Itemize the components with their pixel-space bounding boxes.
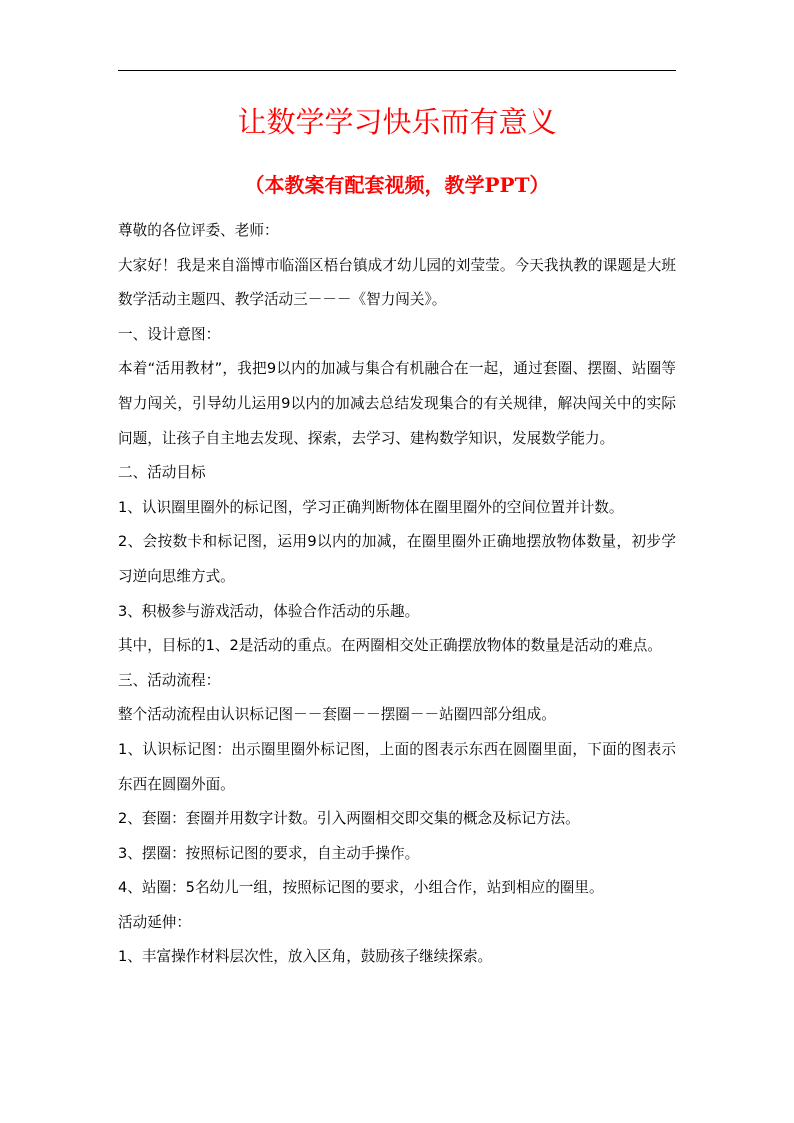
greeting: 尊敬的各位评委、老师： bbox=[118, 222, 279, 239]
extension-item-1: 1、丰富操作材料层次性，放入区角，鼓励孩子继续探索。 bbox=[118, 948, 493, 966]
goal-item-2: 2、会按数卡和标记图，运用9以内的加减，在圈里圈外正确地摆放物体数量，初步学习逆向思维方式。 bbox=[118, 533, 676, 585]
flow-item-1: 1、认识标记图：出示圈里圈外标记图，上面的图表示东西在圆圈里面，下面的图表示东西在圆圈外面。 bbox=[118, 740, 676, 793]
document-subtitle: （本教案有配套视频，教学PPT） bbox=[244, 173, 550, 197]
section-heading-design-intent: 一、设计意图： bbox=[118, 325, 221, 343]
flow-item-4: 4、站圈：5名幼儿一组，按照标记图的要求，小组合作，站到相应的圈里。 bbox=[118, 879, 604, 897]
document-body bbox=[118, 214, 676, 975]
design-intent-paragraph: 本着“活用教材”，我把9以内的加减与集合有机融合在一起，通过套圈、摆圈、站圈等智力闯关，引导幼儿运用9以内的加减去总结发现集合的有关规律，解决闯关中的实际问题，让孩子自主地去发现、探索，去学习、建构数学知识，发展数学能力。 bbox=[118, 360, 676, 447]
activity-flow-summary: 整个活动流程由认识标记图－－套圈－－摆圈－－站圈四部分组成。 bbox=[118, 706, 556, 724]
header-rule bbox=[118, 70, 676, 71]
flow-item-2: 2、套圈：套圈并用数字计数。引入两圈相交即交集的概念及标记方法。 bbox=[118, 810, 580, 828]
goal-item-3: 3、积极参与游戏活动，体验合作活动的乐趣。 bbox=[118, 602, 420, 620]
goal-item-1: 1、认识圈里圈外的标记图，学习正确判断物体在圈里圈外的空间位置并计数。 bbox=[118, 498, 624, 516]
document-title: 让数学学习快乐而有意义 bbox=[237, 105, 557, 139]
section-heading-activity-goals: 二、活动目标 bbox=[118, 464, 206, 482]
introduction-paragraph: 大家好！我是来自淄博市临淄区梧台镇成才幼儿园的刘莹莹。今天我执教的课题是大班数学活动主题四、教学活动三－－－《智力闯关》。 bbox=[118, 256, 676, 309]
flow-item-3: 3、摆圈：按照标记图的要求，自主动手操作。 bbox=[118, 844, 420, 862]
section-heading-activity-flow: 三、活动流程： bbox=[118, 671, 221, 689]
goal-focus-paragraph: 其中，目标的1、2是活动的重点。在两圈相交处正确摆放物体的数量是活动的难点。 bbox=[118, 637, 662, 655]
section-heading-extension: 活动延伸： bbox=[118, 913, 191, 931]
